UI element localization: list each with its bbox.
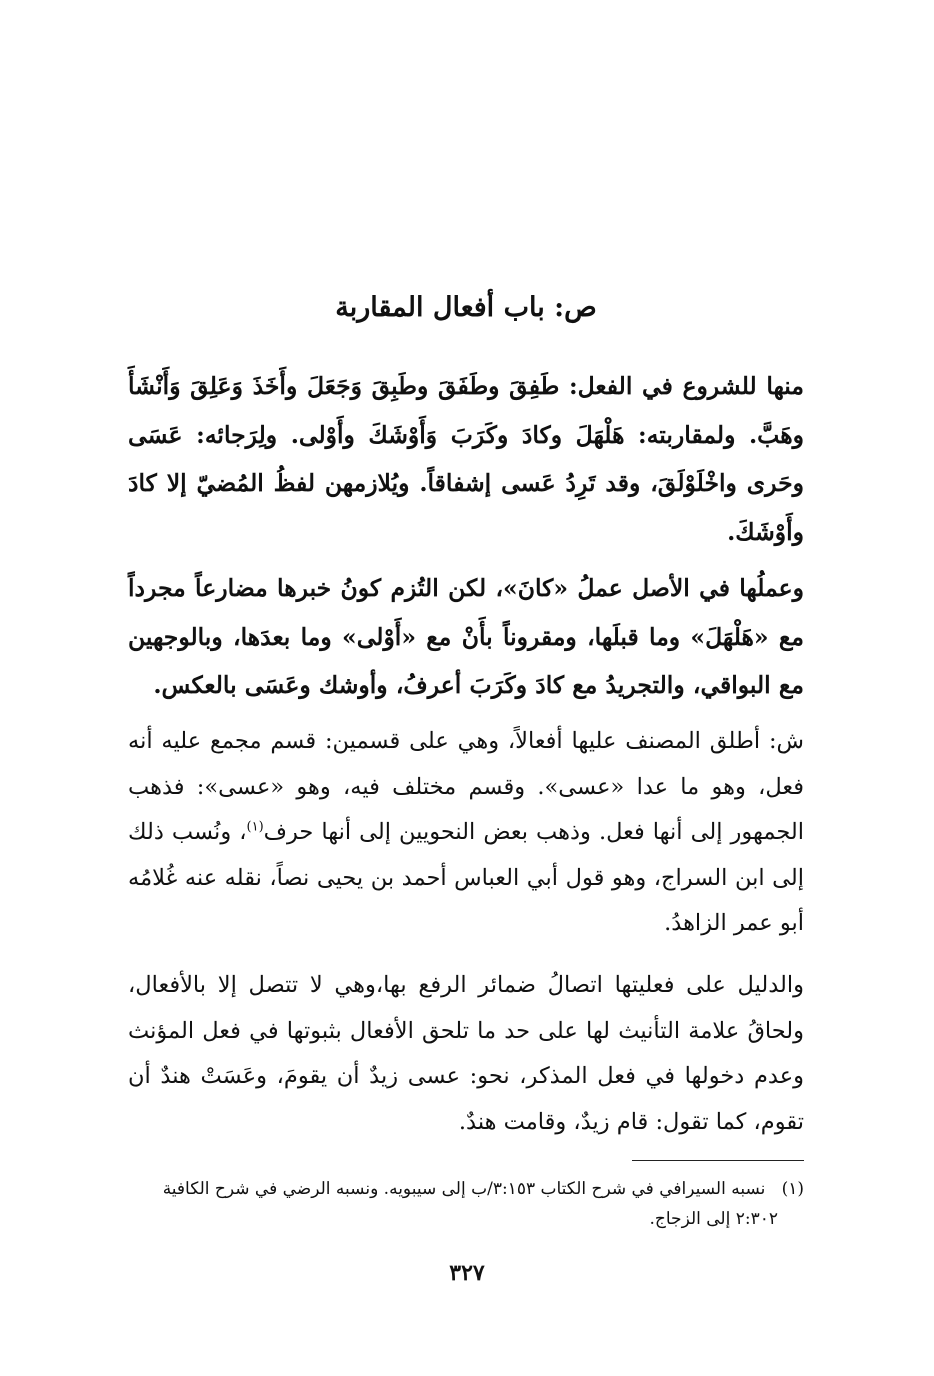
footnote-marker: (١) — [781, 1179, 804, 1199]
matn-paragraph-1: منها للشروع في الفعل: طَفِقَ وطَفَقَ وطَبِقَ وَجَعَلَ وأَخَذَ وَعَلِقَ وَأَنْشَأَ وهَبَّ. ولمقاربته: هَلْهَلَ وكادَ وكَرَبَ وَأَوْشَكَ وأَوْلى. ولِرَجائه: عَسَى وحَرى واخْلَوْلَقَ، وقد تَرِدُ عَسى إشفاقاً. ويُلازمهن لفظُ المُضيّ إلا كادَ وأَوْشَكَ. — [128, 372, 804, 546]
footnote — [128, 1174, 804, 1234]
sharh-paragraph-2: والدليل على فعليتها اتصالُ ضمائر الرفع بها،وهي لا تتصل إلا بالأفعال، ولحاقُ علامة التأنيث لها على حد ما تلحق الأفعال بثبوتها في فعل المؤنث وعدم دخولها في فعل المذكر، نحو: عسى زيدٌ أن يقومَ، وعَسَتْ هندٌ أن تقوم، كما تقول: قام زيدٌ، وقامت هندٌ. — [128, 972, 804, 1135]
sharh-paragraph-1 — [128, 719, 804, 947]
matn-paragraph-2: وعملُها في الأصل عملُ «كانَ»، لكن التُزم كونُ خبرها مضارعاً مجرداً مع «هَلْهَلَ» وما قبلَها، ومقروناً بأَنْ مع «أَوْلى» وما بعدَها، وبالوجهين مع البواقي، والتجريدُ مع كادَ وكَرَبَ أعرفُ، وأوشك وعَسَى بالعكس. — [128, 574, 804, 699]
sharh-text-before-ref: ش: أطلق المصنف عليها أفعالاً، وهي على قسمين: قسم مجمع عليه أنه فعل، وهو ما عدا «عسى». وقسم مختلف فيه، وهو «عسى»: فذهب الجمهور إلى أنها فعل. وذهب بعض النحويين إلى أنها حرف — [128, 728, 804, 845]
footnote-line-1 — [128, 1174, 804, 1204]
section-heading: ص: باب أفعال المقاربة — [335, 292, 597, 323]
sharh-text-after-ref: ، ونُسب ذلك إلى ابن السراج، وهو قول أبي العباس أحمد بن يحيى نصاً، نقله عنه غُلامُه أبو عمر الزاهدُ. — [128, 819, 804, 936]
footnote-reference[interactable]: (١) — [246, 819, 264, 835]
footnote-line-2: ٢:٣٠٢ إلى الزجاج. — [649, 1209, 778, 1229]
footnote-separator — [632, 1160, 804, 1161]
footnote-text-1: نسبه السيرافي في شرح الكتاب ٣:١٥٣/ب إلى سيبويه. ونسبه الرضي في شرح الكافية — [162, 1179, 766, 1199]
page-number: ٣٢٧ — [449, 1260, 485, 1286]
